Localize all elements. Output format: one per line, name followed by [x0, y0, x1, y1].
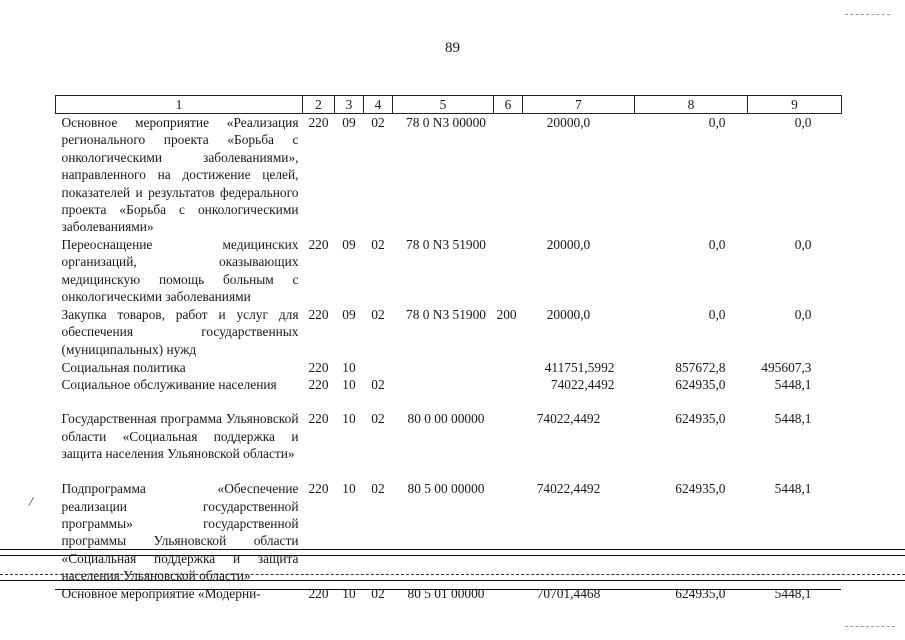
cell-c8: 857672,8 [675, 359, 726, 375]
cell-c5 [393, 376, 494, 410]
col-header-7: 7 [523, 96, 635, 114]
cell-c3: 10 [342, 411, 356, 427]
row-name: Социальное обслуживание населения [61, 377, 277, 393]
cell-c9: 0,0 [794, 115, 812, 130]
cell-c7: 74022,4492 [536, 481, 601, 497]
cell-c6 [494, 376, 523, 410]
cell-c4: 02 [371, 306, 385, 322]
row-name: Основное мероприятие «Модерни- [61, 586, 261, 602]
table-row [56, 236, 842, 306]
cell-c5: 78 0 N3 51900 [406, 306, 486, 322]
table-row [56, 480, 842, 585]
cell-c7: 70701,4468 [536, 586, 601, 602]
corner-dash-bottom [845, 626, 895, 627]
cell-c5: 80 5 01 00000 [407, 586, 485, 602]
cell-c6 [494, 359, 523, 376]
cell-c5: 80 5 00 00000 [407, 481, 485, 497]
table-row [56, 376, 842, 410]
cell-c7: 20000,0 [546, 115, 591, 130]
col-header-3: 3 [335, 96, 364, 114]
row-name: Социальная политика [61, 359, 186, 375]
cell-c4: 02 [371, 377, 385, 393]
cell-c2: 220 [308, 481, 329, 497]
cell-c2: 220 [308, 306, 329, 322]
cell-c7: 74022,4492 [536, 411, 601, 427]
cell-c6 [494, 236, 523, 306]
cell-c3: 10 [342, 359, 356, 375]
col-header-8: 8 [635, 96, 748, 114]
pen-mark: / [27, 494, 35, 511]
cell-c4: 02 [371, 236, 385, 252]
cell-c8: 624935,0 [675, 586, 726, 602]
cell-c7: 74022,4492 [550, 377, 615, 393]
table-row [56, 359, 842, 376]
table-row [56, 114, 842, 236]
cell-c6 [494, 114, 523, 236]
cell-c9: 5448,1 [774, 377, 812, 393]
cell-c2: 220 [308, 377, 329, 393]
scan-rule-line [0, 580, 905, 581]
cell-c2: 220 [308, 411, 329, 427]
table-row [56, 306, 842, 359]
col-header-6: 6 [494, 96, 523, 114]
cell-c6 [494, 480, 523, 585]
row-name: Государственная программа Ульяновской области «Социальная поддержка и защита населения Ульяновской области» [61, 411, 299, 462]
scan-strike-line [55, 589, 841, 590]
cell-c6: 200 [496, 306, 517, 322]
table-row [56, 585, 842, 603]
cell-c4: 02 [371, 115, 385, 130]
cell-c2: 220 [308, 586, 329, 602]
scan-rule-line [0, 555, 905, 556]
cell-c3: 10 [342, 481, 356, 497]
cell-c9: 0,0 [794, 306, 812, 322]
corner-dash-top [845, 14, 890, 15]
scan-dash-line [0, 574, 905, 575]
col-header-4: 4 [364, 96, 393, 114]
cell-c9: 5448,1 [774, 586, 812, 602]
cell-c8: 624935,0 [675, 411, 726, 427]
cell-c8: 0,0 [708, 236, 726, 252]
cell-c4: 02 [371, 411, 385, 427]
cell-c2: 220 [308, 359, 329, 375]
cell-c4: 02 [371, 586, 385, 602]
row-name: Подпрограмма «Обеспечение реализации государственной программы» государственной программы Ульяновской области «Социальная поддержка и защита населения Ульяновской области» [61, 481, 299, 584]
cell-c2: 220 [308, 115, 329, 130]
cell-c5: 78 0 N3 51900 [406, 236, 486, 252]
cell-c8: 0,0 [708, 306, 726, 322]
row-name: Закупка товаров, работ и услуг для обеспечения государственных (муниципальных) нужд [61, 306, 299, 357]
cell-c9: 5448,1 [774, 411, 812, 427]
cell-c5 [393, 359, 494, 376]
cell-c9: 0,0 [794, 236, 812, 252]
scan-rule-line [0, 549, 905, 550]
cell-c3: 10 [342, 586, 356, 602]
cell-c5: 80 0 00 00000 [407, 411, 485, 427]
col-header-1: 1 [56, 96, 303, 114]
row-name: Переоснащение медицинских организаций, оказывающих медицинскую помощь больным с онкологическими заболеваниями [61, 236, 299, 305]
cell-c3: 09 [342, 306, 356, 322]
cell-c8: 624935,0 [675, 377, 726, 393]
col-header-9: 9 [748, 96, 842, 114]
cell-c5: 78 0 N3 00000 [406, 115, 486, 130]
table-row [56, 410, 842, 480]
cell-c8: 0,0 [708, 115, 726, 130]
cell-c8: 624935,0 [675, 481, 726, 497]
cell-c3: 09 [342, 236, 356, 252]
cell-c4: 02 [371, 481, 385, 497]
cell-c7: 411751,5992 [544, 359, 615, 375]
cell-c3: 09 [342, 115, 356, 130]
cell-c7: 20000,0 [546, 236, 591, 252]
row-name: Основное мероприятие «Реализация регионального проекта «Борьба с онкологическими заболеваниями», направленного на достижение целей, показателей и результатов федерального проекта «Борьба с онкологическими заболеваниями» [61, 115, 299, 235]
cell-c6 [494, 585, 523, 603]
page-number: 89 [445, 40, 460, 56]
cell-c2: 220 [308, 236, 329, 252]
cell-c4 [364, 359, 393, 376]
col-header-2: 2 [303, 96, 335, 114]
cell-c9: 5448,1 [774, 481, 812, 497]
header-row [56, 96, 842, 114]
budget-table [55, 95, 842, 603]
cell-c6 [494, 410, 523, 480]
col-header-5: 5 [393, 96, 494, 114]
cell-c9: 495607,3 [761, 359, 812, 375]
cell-c3: 10 [342, 377, 356, 393]
cell-c7: 20000,0 [546, 306, 591, 322]
